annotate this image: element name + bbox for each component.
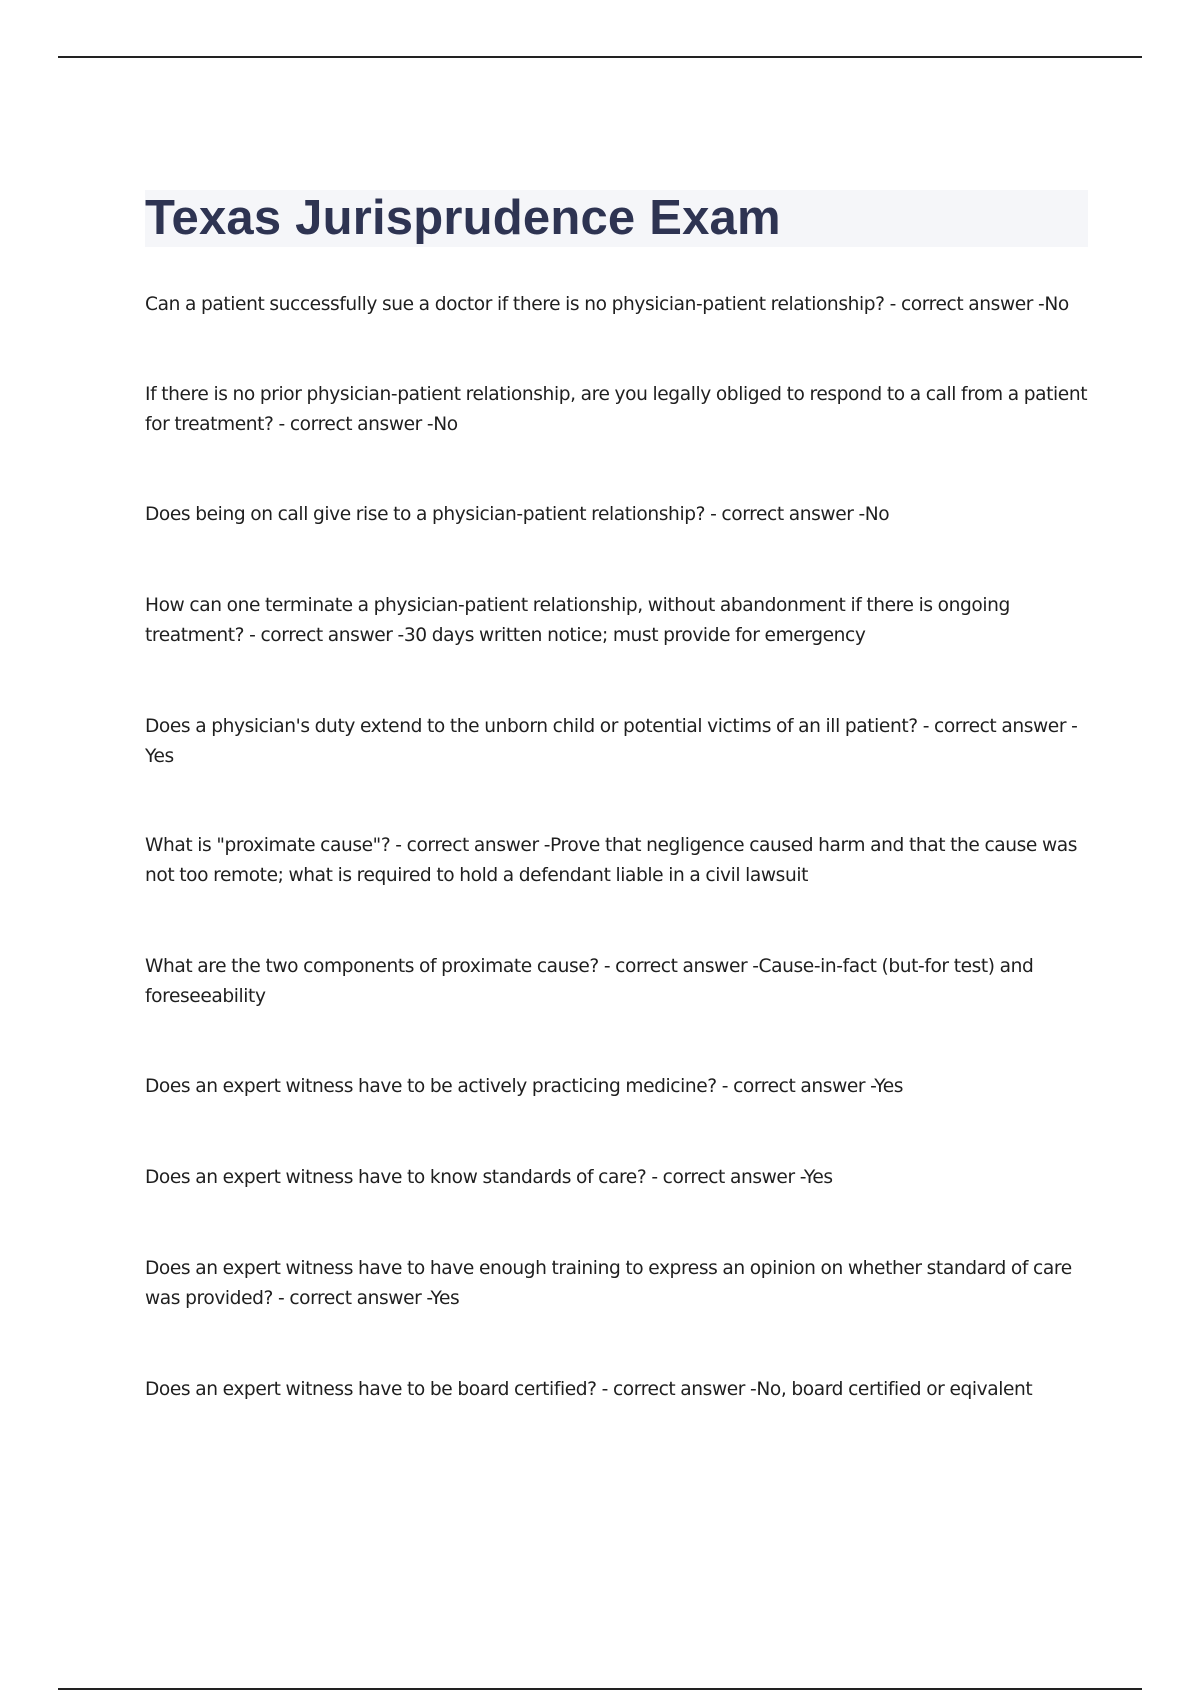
qa-item: Can a patient successfully sue a doctor if there is no physician-patient relationship? - correct answer -No xyxy=(145,294,1069,315)
qa-item: Does an expert witness have to be actively practicing medicine? - correct answer -Yes xyxy=(145,1076,904,1097)
top-rule xyxy=(58,56,1142,58)
qa-item: Does a physician's duty extend to the unborn child or potential victims of an ill patient? - correct answer -Yes xyxy=(145,716,1078,767)
page-title: Texas Jurisprudence Exam xyxy=(145,191,781,245)
qa-item: Does an expert witness have to have enough training to express an opinion on whether standard of care was provided? - correct answer -Yes xyxy=(145,1258,1072,1309)
qa-item: If there is no prior physician-patient relationship, are you legally obliged to respond to a call from a patient for treatment? - correct answer -No xyxy=(145,384,1088,435)
qa-item: How can one terminate a physician-patient relationship, without abandonment if there is ongoing treatment? - correct answer -30 days written notice; must provide for emergency xyxy=(145,595,1010,646)
qa-item: What is "proximate cause"? - correct answer -Prove that negligence caused harm and that the cause was not too remote; what is required to hold a defendant liable in a civil lawsuit xyxy=(145,835,1078,886)
qa-item: What are the two components of proximate cause? - correct answer -Cause-in-fact (but-for test) and foreseeability xyxy=(145,956,1034,1007)
bottom-rule xyxy=(58,1688,1142,1690)
qa-item: Does an expert witness have to know standards of care? - correct answer -Yes xyxy=(145,1167,833,1188)
qa-item: Does being on call give rise to a physician-patient relationship? - correct answer -No xyxy=(145,504,890,525)
qa-item: Does an expert witness have to be board certified? - correct answer -No, board certified or eqivalent xyxy=(145,1379,1033,1400)
